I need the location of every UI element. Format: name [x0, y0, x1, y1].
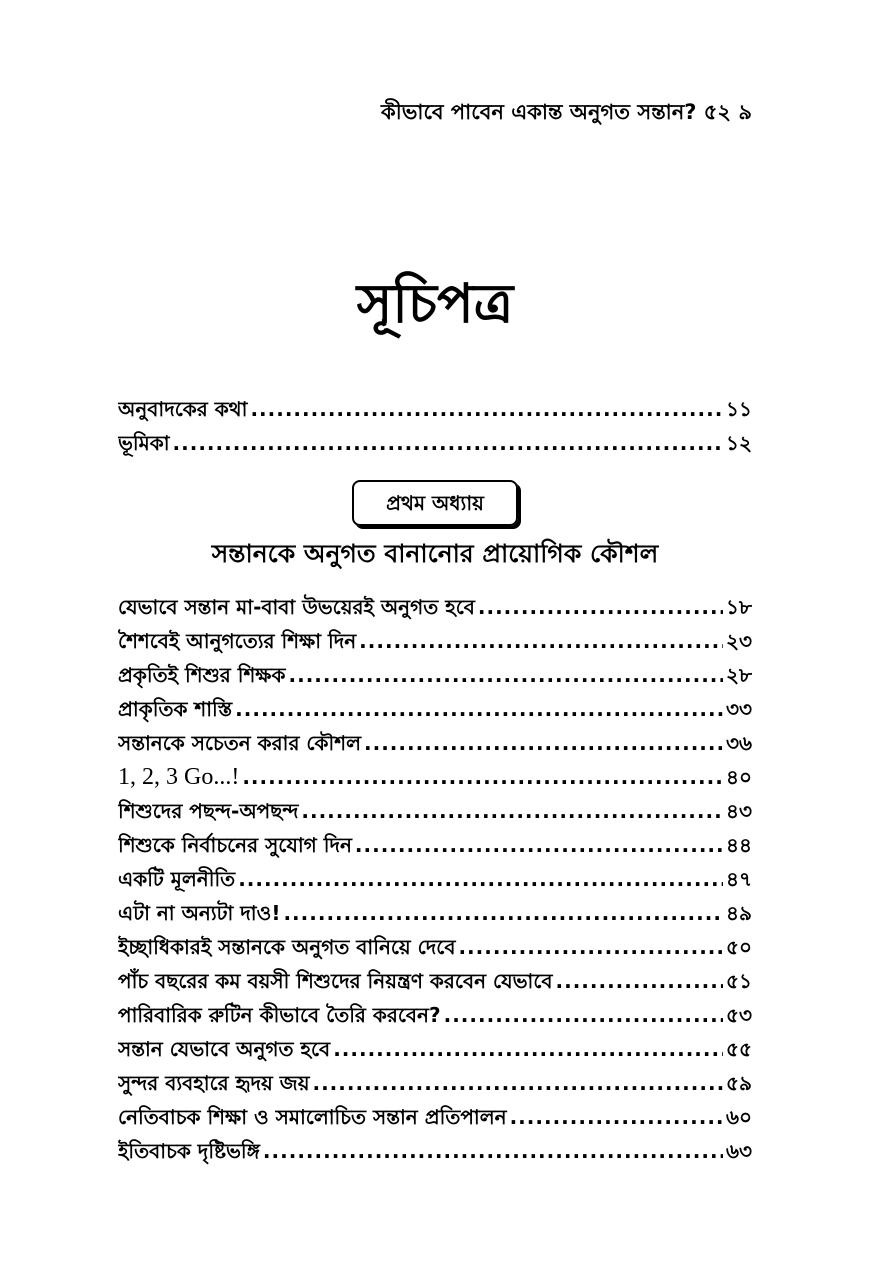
toc-entry-label: যেভাবে সন্তান মা-বাবা উভয়েরই অনুগত হবে [118, 595, 475, 619]
toc-leader-dots [301, 794, 723, 828]
toc-entry-page: ৫৯ [726, 1071, 752, 1095]
toc-leader-dots [289, 658, 724, 692]
toc-leader-dots [238, 862, 723, 896]
toc-leader-dots [355, 828, 723, 862]
toc-entry[interactable] [118, 624, 752, 658]
toc-entry[interactable] [118, 964, 752, 998]
toc-entry[interactable] [118, 426, 752, 460]
toc-entry[interactable] [118, 998, 752, 1032]
toc-entry[interactable] [118, 896, 752, 930]
toc-entry-page: ৪৩ [726, 799, 752, 823]
toc-entry-page: ৬৩ [725, 1139, 752, 1163]
toc-entry-page: ৫৩ [726, 1003, 752, 1027]
toc-entry-page: ১১ [726, 397, 752, 421]
toc-leader-dots [263, 1134, 723, 1168]
toc-entry-page: ৫০ [726, 935, 752, 959]
running-head-page-number: ৫২ ৯ [703, 100, 752, 124]
chapter-label-box: প্রথম অধ্যায় [352, 480, 518, 526]
toc-entry-label: ইতিবাচক দৃষ্টিভঙ্গি [118, 1139, 260, 1163]
page-title: সূচিপত্র [356, 272, 514, 335]
toc-entry-page: ৪৭ [726, 867, 752, 891]
toc-leader-dots [283, 896, 723, 930]
toc-entry-page: ৫১ [726, 969, 752, 993]
toc-leader-dots [359, 624, 723, 658]
toc-leader-dots [556, 964, 724, 998]
toc-entry[interactable] [118, 692, 752, 726]
toc-leader-dots [478, 590, 723, 624]
toc-leader-dots [444, 998, 723, 1032]
toc-entry-page: ৩৬ [725, 731, 752, 755]
toc-entry[interactable] [118, 1032, 752, 1066]
toc-entry-label: প্রকৃতিই শিশুর শিক্ষক [118, 663, 286, 687]
toc-entry-label: পাঁচ বছরের কম বয়সী শিশুদের নিয়ন্ত্রণ করবেন যেভাবে [118, 969, 553, 993]
toc-leader-dots [312, 1066, 723, 1100]
toc-entry-page: ৪৯ [726, 901, 752, 925]
toc-leader-dots [173, 426, 723, 460]
toc-entry-label: একটি মূলনীতি [118, 867, 236, 891]
toc-entry[interactable] [118, 590, 752, 624]
toc-entry[interactable] [118, 1134, 752, 1168]
toc-entry-label: শিশুকে নির্বাচনের সুযোগ দিন [118, 833, 352, 857]
toc-entry-label: শিশুদের পছন্দ-অপছন্দ [118, 799, 299, 823]
toc-entry-label: ভূমিকা [118, 431, 170, 455]
chapter-title: সন্তানকে অনুগত বানানোর প্রায়োগিক কৌশল [211, 539, 659, 568]
toc-entry-label: অনুবাদকের কথা [118, 397, 248, 421]
toc-entry-page: ৫৫ [726, 1037, 752, 1061]
toc-entry-label: নেতিবাচক শিক্ষা ও সমালোচিত সন্তান প্রতিপালন [118, 1105, 507, 1129]
toc-leader-dots [510, 1100, 723, 1134]
chapter-entries-list [118, 590, 752, 1168]
toc-leader-dots [364, 726, 723, 760]
toc-entry-label: সন্তানকে সচেতন করার কৌশল [118, 731, 361, 755]
toc-entry[interactable] [118, 760, 752, 794]
toc-entry-label: এটা না অন্যটা দাও! [118, 901, 281, 925]
toc-entry-page: ৪৪ [726, 833, 752, 857]
toc-entry-label: প্রাকৃতিক শাস্তি [118, 697, 233, 721]
toc-entry-page: ১২ [726, 431, 752, 455]
toc-entry-page: ৪০ [726, 765, 752, 789]
toc-entry[interactable] [118, 726, 752, 760]
toc-entry-label: পারিবারিক রুটিন কীভাবে তৈরি করবেন? [118, 1003, 441, 1027]
toc-entry[interactable] [118, 658, 752, 692]
toc-entry[interactable] [118, 1100, 752, 1134]
front-matter-list [118, 392, 752, 460]
running-head [381, 96, 752, 131]
toc-entry-label: সুন্দর ব্যবহারে হৃদয় জয় [118, 1071, 310, 1095]
toc-leader-dots [235, 692, 723, 726]
toc-entry[interactable] [118, 862, 752, 896]
toc-leader-dots [333, 1032, 723, 1066]
toc-leader-dots [242, 760, 723, 794]
toc-entry-label: ইচ্ছাধিকারই সন্তানকে অনুগত বানিয়ে দেবে [118, 935, 456, 959]
toc-entry[interactable] [118, 930, 752, 964]
toc-entry[interactable] [118, 392, 752, 426]
toc-entry-label: সন্তান যেভাবে অনুগত হবে [118, 1037, 331, 1061]
running-head-title: কীভাবে পাবেন একান্ত অনুগত সন্তান? [381, 100, 697, 124]
toc-entry-page: ১৮ [726, 595, 752, 619]
toc-leader-dots [250, 392, 723, 426]
toc-leader-dots [458, 930, 723, 964]
toc-entry-page: ৩৩ [725, 697, 752, 721]
toc-entry-page: ২৩ [725, 629, 752, 653]
toc-entry-page: ৬০ [725, 1105, 752, 1129]
toc-entry[interactable] [118, 794, 752, 828]
toc-entry-label: শৈশবেই আনুগত্যের শিক্ষা দিন [118, 629, 357, 653]
toc-entry[interactable] [118, 828, 752, 862]
toc-entry-page: ২৮ [726, 663, 752, 687]
toc-entry-label: 1, 2, 3 Go...! [118, 764, 240, 790]
toc-entry[interactable] [118, 1066, 752, 1100]
